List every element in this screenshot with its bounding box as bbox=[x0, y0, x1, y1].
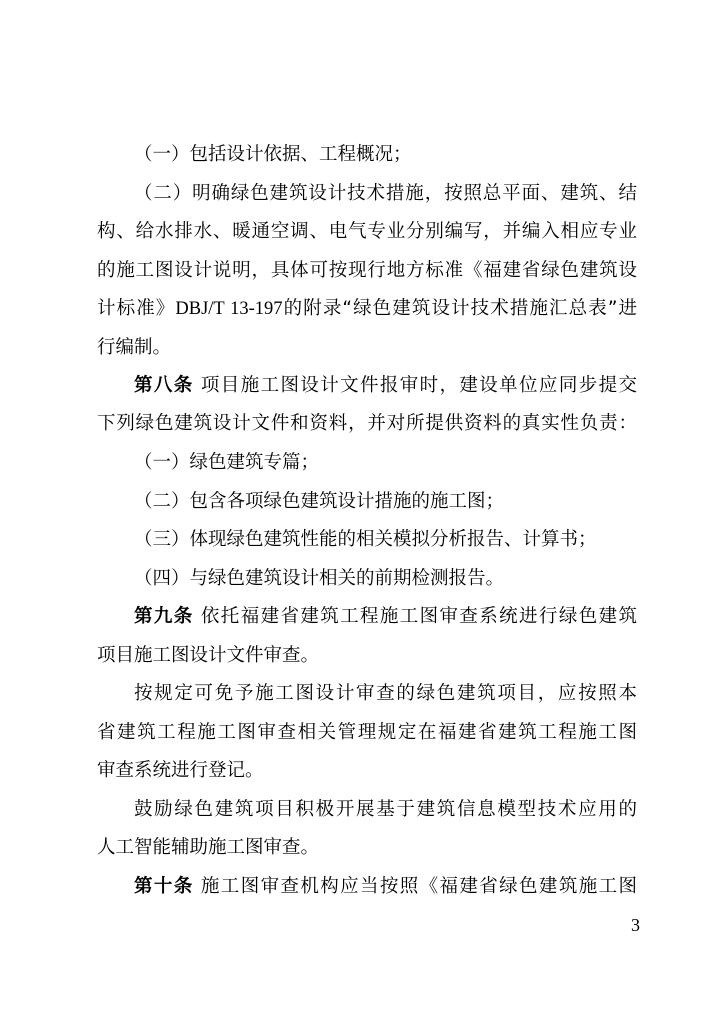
article-9-line-2 bbox=[97, 643, 637, 669]
article-10-line-1 bbox=[134, 874, 637, 900]
article-8-spacer bbox=[194, 375, 201, 396]
clause-text: （一）包括设计依据、工程概况； bbox=[134, 144, 412, 165]
clause-text: 的施工图设计说明，具体可按现行地方标准《福建省绿色建筑设 bbox=[97, 260, 637, 281]
clause-2-measures-line-1 bbox=[134, 181, 637, 207]
article-text: 省建筑工程施工图审查相关管理规定在福建省建筑工程施工图 bbox=[97, 722, 637, 743]
article-9-para-3-line-1 bbox=[134, 797, 637, 823]
article-9-label: 第九条 bbox=[134, 606, 194, 627]
article-9-para-2-line-3 bbox=[97, 758, 637, 784]
article-9-para-2-line-2 bbox=[97, 720, 637, 746]
article-10-label: 第十条 bbox=[134, 876, 194, 897]
clause-text: 的附录“绿色建筑设计技术措施汇总表”进 bbox=[282, 298, 637, 319]
article-text: 按规定可免予施工图设计审查的绿色建筑项目，应按照本 bbox=[134, 683, 637, 704]
article-8-item-4 bbox=[134, 566, 637, 592]
article-9-para-2-line-1 bbox=[134, 681, 637, 707]
clause-2-measures-line-4 bbox=[97, 296, 637, 322]
article-text: 人工智能辅助施工图审查。 bbox=[97, 837, 320, 858]
article-text: 下列绿色建筑设计文件和资料，并对所提供资料的真实性负责： bbox=[97, 413, 637, 434]
article-text: 项目施工图设计文件审查。 bbox=[97, 645, 320, 666]
page-number: 3 bbox=[631, 915, 640, 935]
article-9-para-3-line-2 bbox=[97, 835, 637, 861]
list-item-text: （三）体现绿色建筑性能的相关模拟分析报告、计算书； bbox=[134, 529, 597, 550]
article-8-item-1 bbox=[134, 450, 637, 476]
clause-2-measures-line-3 bbox=[97, 258, 637, 284]
article-text: 审查系统进行登记。 bbox=[97, 760, 264, 781]
article-text: 鼓励绿色建筑项目积极开展基于建筑信息模型技术应用的 bbox=[134, 799, 637, 820]
clause-text: （二）明确绿色建筑设计技术措施，按照总平面、建筑、结 bbox=[134, 183, 637, 204]
list-item-text: （一）绿色建筑专篇； bbox=[134, 452, 320, 473]
clause-text: 构、给水排水、暖通空调、电气专业分别编写，并编入相应专业 bbox=[97, 221, 637, 242]
article-text: 施工图审查机构应当按照《福建省绿色建筑施工图 bbox=[200, 876, 637, 897]
standard-code: DBJ/T 13-197 bbox=[175, 299, 283, 319]
clause-text: 计标准》 bbox=[97, 298, 176, 319]
article-text: 项目施工图设计文件报审时，建设单位应同步提交 bbox=[200, 375, 637, 396]
clause-text: 行编制。 bbox=[97, 337, 172, 358]
list-item-text: （二）包含各项绿色建筑设计措施的施工图； bbox=[134, 491, 505, 512]
article-9-line-1 bbox=[134, 604, 637, 630]
article-text: 依托福建省建筑工程施工图审查系统进行绿色建筑 bbox=[200, 606, 637, 627]
article-8-item-2 bbox=[134, 489, 637, 515]
clause-1-basis bbox=[134, 142, 637, 168]
article-8-item-3 bbox=[134, 527, 637, 553]
article-10-spacer bbox=[194, 876, 201, 897]
clause-2-measures-line-2 bbox=[97, 219, 637, 245]
list-item-text: （四）与绿色建筑设计相关的前期检测报告。 bbox=[134, 568, 505, 589]
article-8-line-1 bbox=[134, 373, 637, 399]
article-8-label: 第八条 bbox=[134, 375, 194, 396]
clause-2-measures-line-5 bbox=[97, 335, 637, 361]
article-9-spacer bbox=[194, 606, 201, 627]
article-8-line-2 bbox=[97, 411, 637, 437]
